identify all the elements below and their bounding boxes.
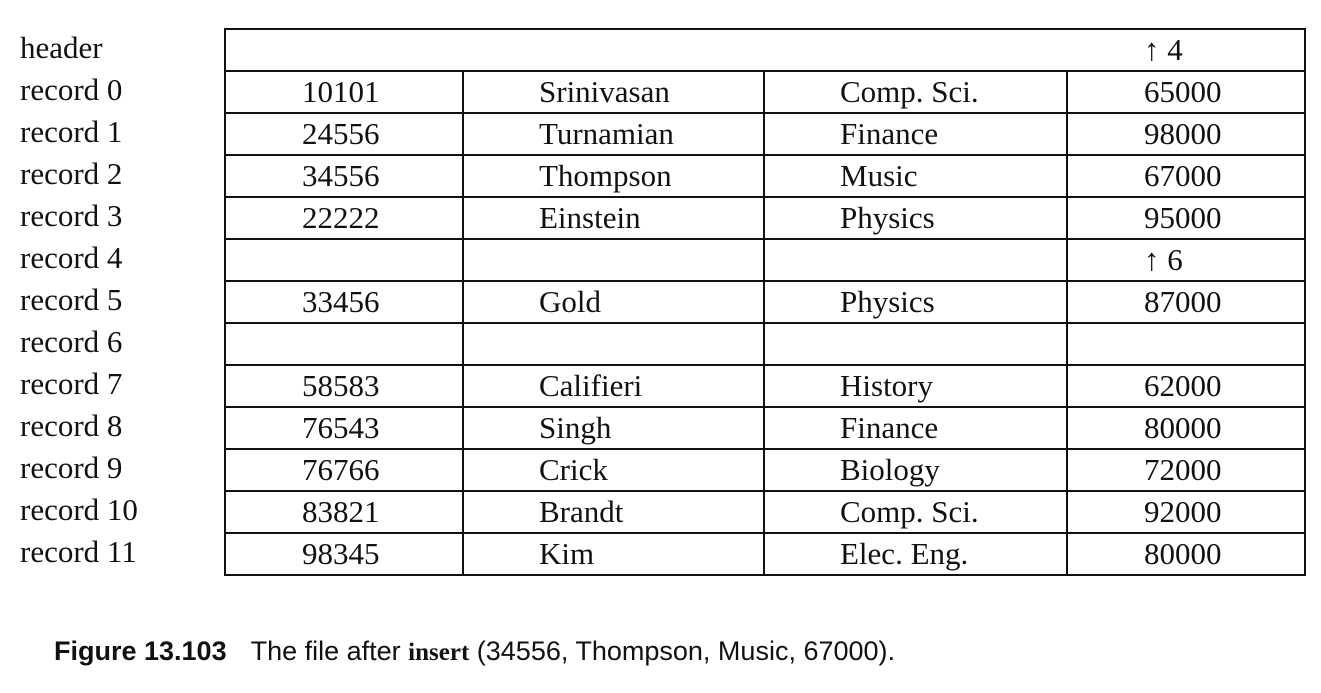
record-row-8	[224, 406, 1306, 448]
column-divider	[763, 114, 765, 154]
record-0-id: 10101	[302, 74, 380, 109]
column-divider	[462, 492, 464, 532]
record-9-salary: 72000	[1144, 452, 1222, 487]
record-10-id: 83821	[302, 494, 380, 529]
record-row-0	[224, 70, 1306, 112]
row-label-record-10: record 10	[20, 492, 138, 527]
column-divider	[763, 156, 765, 196]
column-divider	[462, 408, 464, 448]
record-1-salary: 98000	[1144, 116, 1222, 151]
column-divider	[462, 72, 464, 112]
column-divider	[1066, 492, 1068, 532]
column-divider	[1066, 534, 1068, 574]
column-divider	[1066, 324, 1068, 364]
record-8-name: Singh	[539, 410, 612, 445]
column-divider	[462, 324, 464, 364]
record-row-9	[224, 448, 1306, 490]
record-row-5	[224, 280, 1306, 322]
column-divider	[1066, 366, 1068, 406]
record-0-salary: 65000	[1144, 74, 1222, 109]
column-divider	[1066, 198, 1068, 238]
column-divider	[1066, 282, 1068, 322]
caption-prefix: The file after	[250, 636, 409, 666]
record-3-salary: 95000	[1144, 200, 1222, 235]
record-row-2	[224, 154, 1306, 196]
record-2-id: 34556	[302, 158, 380, 193]
header-free-list-pointer: ↑ 4	[1144, 32, 1183, 67]
record-7-name: Califieri	[539, 368, 643, 403]
column-divider	[763, 282, 765, 322]
record-1-id: 24556	[302, 116, 380, 151]
record-2-name: Thompson	[539, 158, 672, 193]
record-2-salary: 67000	[1144, 158, 1222, 193]
row-label-record-6: record 6	[20, 324, 123, 359]
row-label-record-1: record 1	[20, 114, 123, 149]
column-divider	[1066, 72, 1068, 112]
record-7-salary: 62000	[1144, 368, 1222, 403]
row-label-record-11: record 11	[20, 534, 137, 569]
record-11-salary: 80000	[1144, 536, 1222, 571]
record-0-name: Srinivasan	[539, 74, 670, 109]
record-7-id: 58583	[302, 368, 380, 403]
record-9-dept: Biology	[840, 452, 940, 487]
record-8-id: 76543	[302, 410, 380, 445]
record-labels	[20, 28, 138, 574]
record-1-name: Turnamian	[539, 116, 674, 151]
header-row	[224, 28, 1306, 70]
column-divider	[462, 282, 464, 322]
row-label-header: header	[20, 30, 103, 65]
column-divider	[462, 114, 464, 154]
figure-label: Figure 13.103	[54, 636, 227, 666]
row-label-record-0: record 0	[20, 72, 123, 107]
column-divider	[1066, 450, 1068, 490]
column-divider	[763, 240, 765, 280]
file-record-grid	[224, 28, 1306, 576]
record-0-dept: Comp. Sci.	[840, 74, 979, 109]
row-label-record-4: record 4	[20, 240, 123, 275]
column-divider	[462, 240, 464, 280]
row-label-record-3: record 3	[20, 198, 123, 233]
record-5-dept: Physics	[840, 284, 935, 319]
record-row-4	[224, 238, 1306, 280]
column-divider	[462, 198, 464, 238]
record-11-id: 98345	[302, 536, 380, 571]
column-divider	[763, 450, 765, 490]
row-label-record-9: record 9	[20, 450, 123, 485]
column-divider	[462, 534, 464, 574]
record-3-name: Einstein	[539, 200, 641, 235]
column-divider	[763, 408, 765, 448]
column-divider	[1066, 408, 1068, 448]
record-9-id: 76766	[302, 452, 380, 487]
record-5-name: Gold	[539, 284, 601, 319]
record-1-dept: Finance	[840, 116, 939, 151]
caption-suffix: (34556, Thompson, Music, 67000).	[469, 636, 896, 666]
figure-caption	[54, 636, 895, 667]
column-divider	[462, 156, 464, 196]
record-5-salary: 87000	[1144, 284, 1222, 319]
record-11-name: Kim	[539, 536, 595, 571]
record-row-3	[224, 196, 1306, 238]
record-9-name: Crick	[539, 452, 608, 487]
column-divider	[763, 198, 765, 238]
column-divider	[1066, 156, 1068, 196]
caption-keyword: insert	[408, 639, 470, 666]
column-divider	[763, 534, 765, 574]
column-divider	[462, 366, 464, 406]
record-3-id: 22222	[302, 200, 380, 235]
record-row-7	[224, 364, 1306, 406]
column-divider	[462, 450, 464, 490]
record-3-dept: Physics	[840, 200, 935, 235]
record-row-10	[224, 490, 1306, 532]
record-row-6	[224, 322, 1306, 364]
row-label-record-5: record 5	[20, 282, 123, 317]
record-10-name: Brandt	[539, 494, 624, 529]
record-row-11	[224, 532, 1306, 576]
row-label-record-8: record 8	[20, 408, 123, 443]
record-7-dept: History	[840, 368, 933, 403]
column-divider	[763, 72, 765, 112]
column-divider	[763, 492, 765, 532]
column-divider	[1066, 114, 1068, 154]
record-10-salary: 92000	[1144, 494, 1222, 529]
column-divider	[763, 366, 765, 406]
record-4-salary: ↑ 6	[1144, 242, 1183, 277]
record-row-1	[224, 112, 1306, 154]
row-label-record-2: record 2	[20, 156, 123, 191]
column-divider	[763, 324, 765, 364]
record-10-dept: Comp. Sci.	[840, 494, 979, 529]
row-label-record-7: record 7	[20, 366, 123, 401]
column-divider	[1066, 240, 1068, 280]
record-8-salary: 80000	[1144, 410, 1222, 445]
record-5-id: 33456	[302, 284, 380, 319]
record-11-dept: Elec. Eng.	[840, 536, 969, 571]
record-8-dept: Finance	[840, 410, 939, 445]
record-2-dept: Music	[840, 158, 918, 193]
